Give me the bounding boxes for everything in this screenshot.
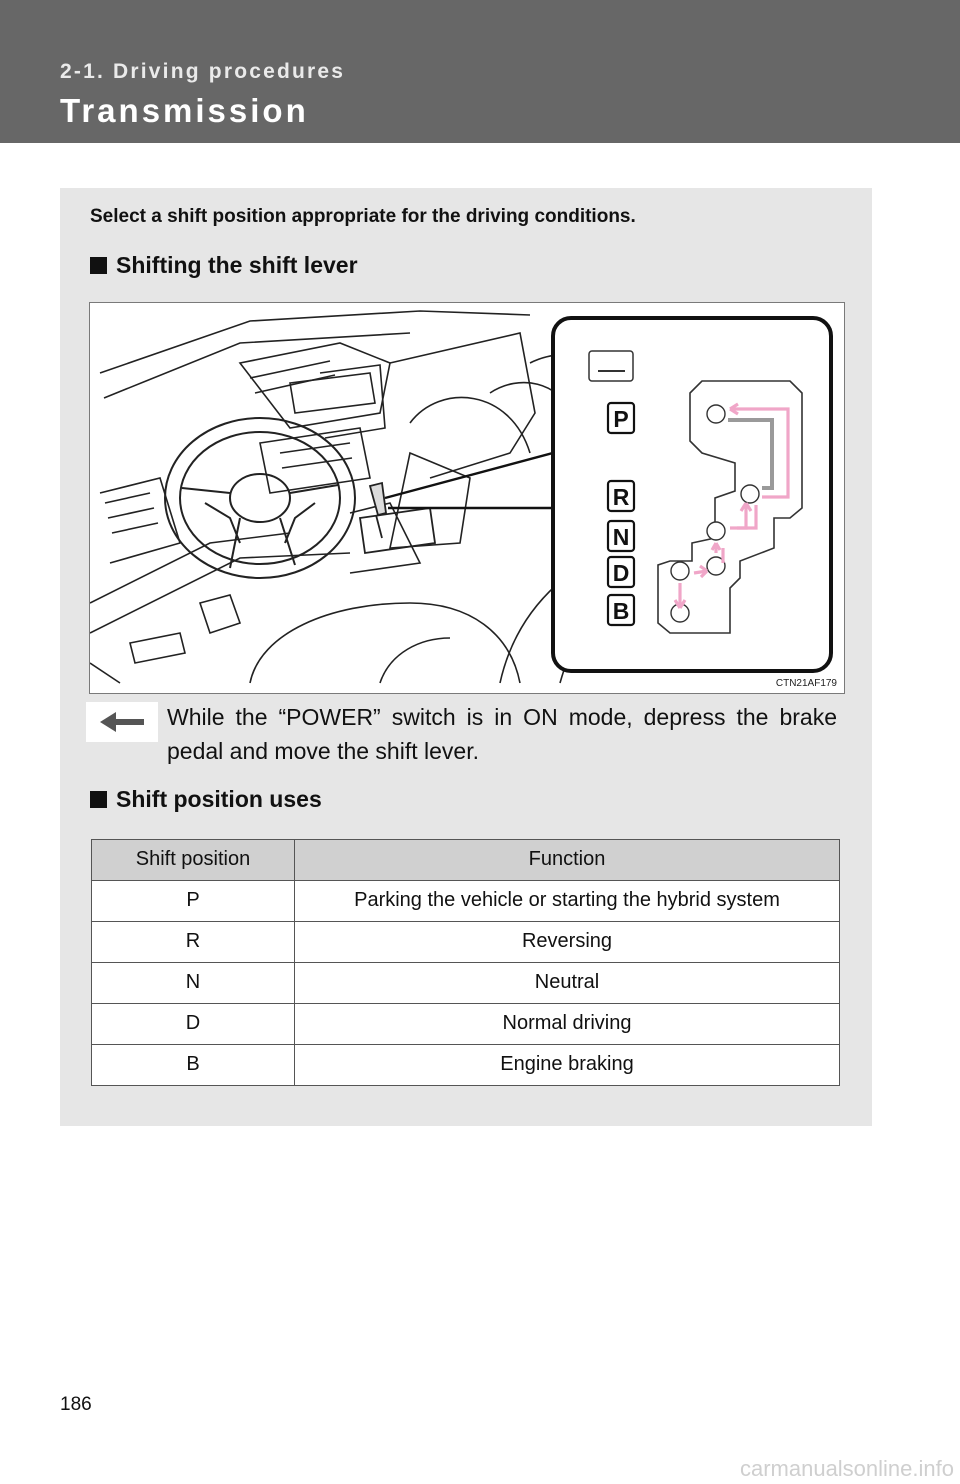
gate-label-r: R bbox=[612, 484, 630, 510]
column-header: Function bbox=[295, 840, 840, 881]
step-arrow-icon bbox=[86, 702, 158, 742]
square-bullet-icon bbox=[90, 257, 107, 274]
table-cell-function: Parking the vehicle or starting the hybrid system bbox=[295, 881, 840, 922]
table-row bbox=[92, 922, 840, 963]
content-panel bbox=[60, 188, 872, 1126]
table-row bbox=[92, 1004, 840, 1045]
subsection-heading-shifting bbox=[90, 252, 358, 279]
table-cell-function: Reversing bbox=[295, 922, 840, 963]
section-label: 2-1. Driving procedures bbox=[60, 60, 346, 83]
table-cell-position: N bbox=[92, 963, 295, 1004]
figure-code: CTN21AF179 bbox=[775, 678, 837, 689]
table-cell-position: D bbox=[92, 1004, 295, 1045]
gate-label-p: P bbox=[613, 406, 629, 432]
gate-label-d: D bbox=[612, 560, 630, 586]
table-cell-function: Neutral bbox=[295, 963, 840, 1004]
intro-text: Select a shift position appropriate for the driving conditions. bbox=[90, 206, 636, 227]
subsection-heading-label: Shift position uses bbox=[116, 786, 322, 812]
table-cell-position: P bbox=[92, 881, 295, 922]
gate-label-b: B bbox=[612, 598, 630, 624]
page-number: 186 bbox=[60, 1394, 92, 1415]
gate-label-n: N bbox=[612, 524, 630, 550]
page-title: Transmission bbox=[60, 92, 309, 129]
page-header bbox=[0, 0, 960, 143]
column-header: Shift position bbox=[92, 840, 295, 881]
subsection-heading-uses bbox=[90, 786, 322, 813]
shift-lever-illustration bbox=[89, 302, 845, 694]
table-cell-function: Normal driving bbox=[295, 1004, 840, 1045]
dashboard-drawing bbox=[90, 303, 844, 693]
table-row bbox=[92, 963, 840, 1004]
watermark[interactable]: carmanualsonline.info bbox=[739, 1456, 954, 1481]
table-cell-position: B bbox=[92, 1045, 295, 1086]
square-bullet-icon bbox=[90, 791, 107, 808]
subsection-heading-label: Shifting the shift lever bbox=[116, 252, 358, 278]
table-header-row bbox=[92, 840, 840, 881]
instruction-text: While the “POWER” switch is in ON mode, depress the brake pedal and move the shift lever. bbox=[167, 704, 837, 764]
table-row bbox=[92, 1045, 840, 1086]
table-row bbox=[92, 881, 840, 922]
shift-position-table bbox=[91, 839, 840, 1086]
table-cell-function: Engine braking bbox=[295, 1045, 840, 1086]
table-cell-position: R bbox=[92, 922, 295, 963]
